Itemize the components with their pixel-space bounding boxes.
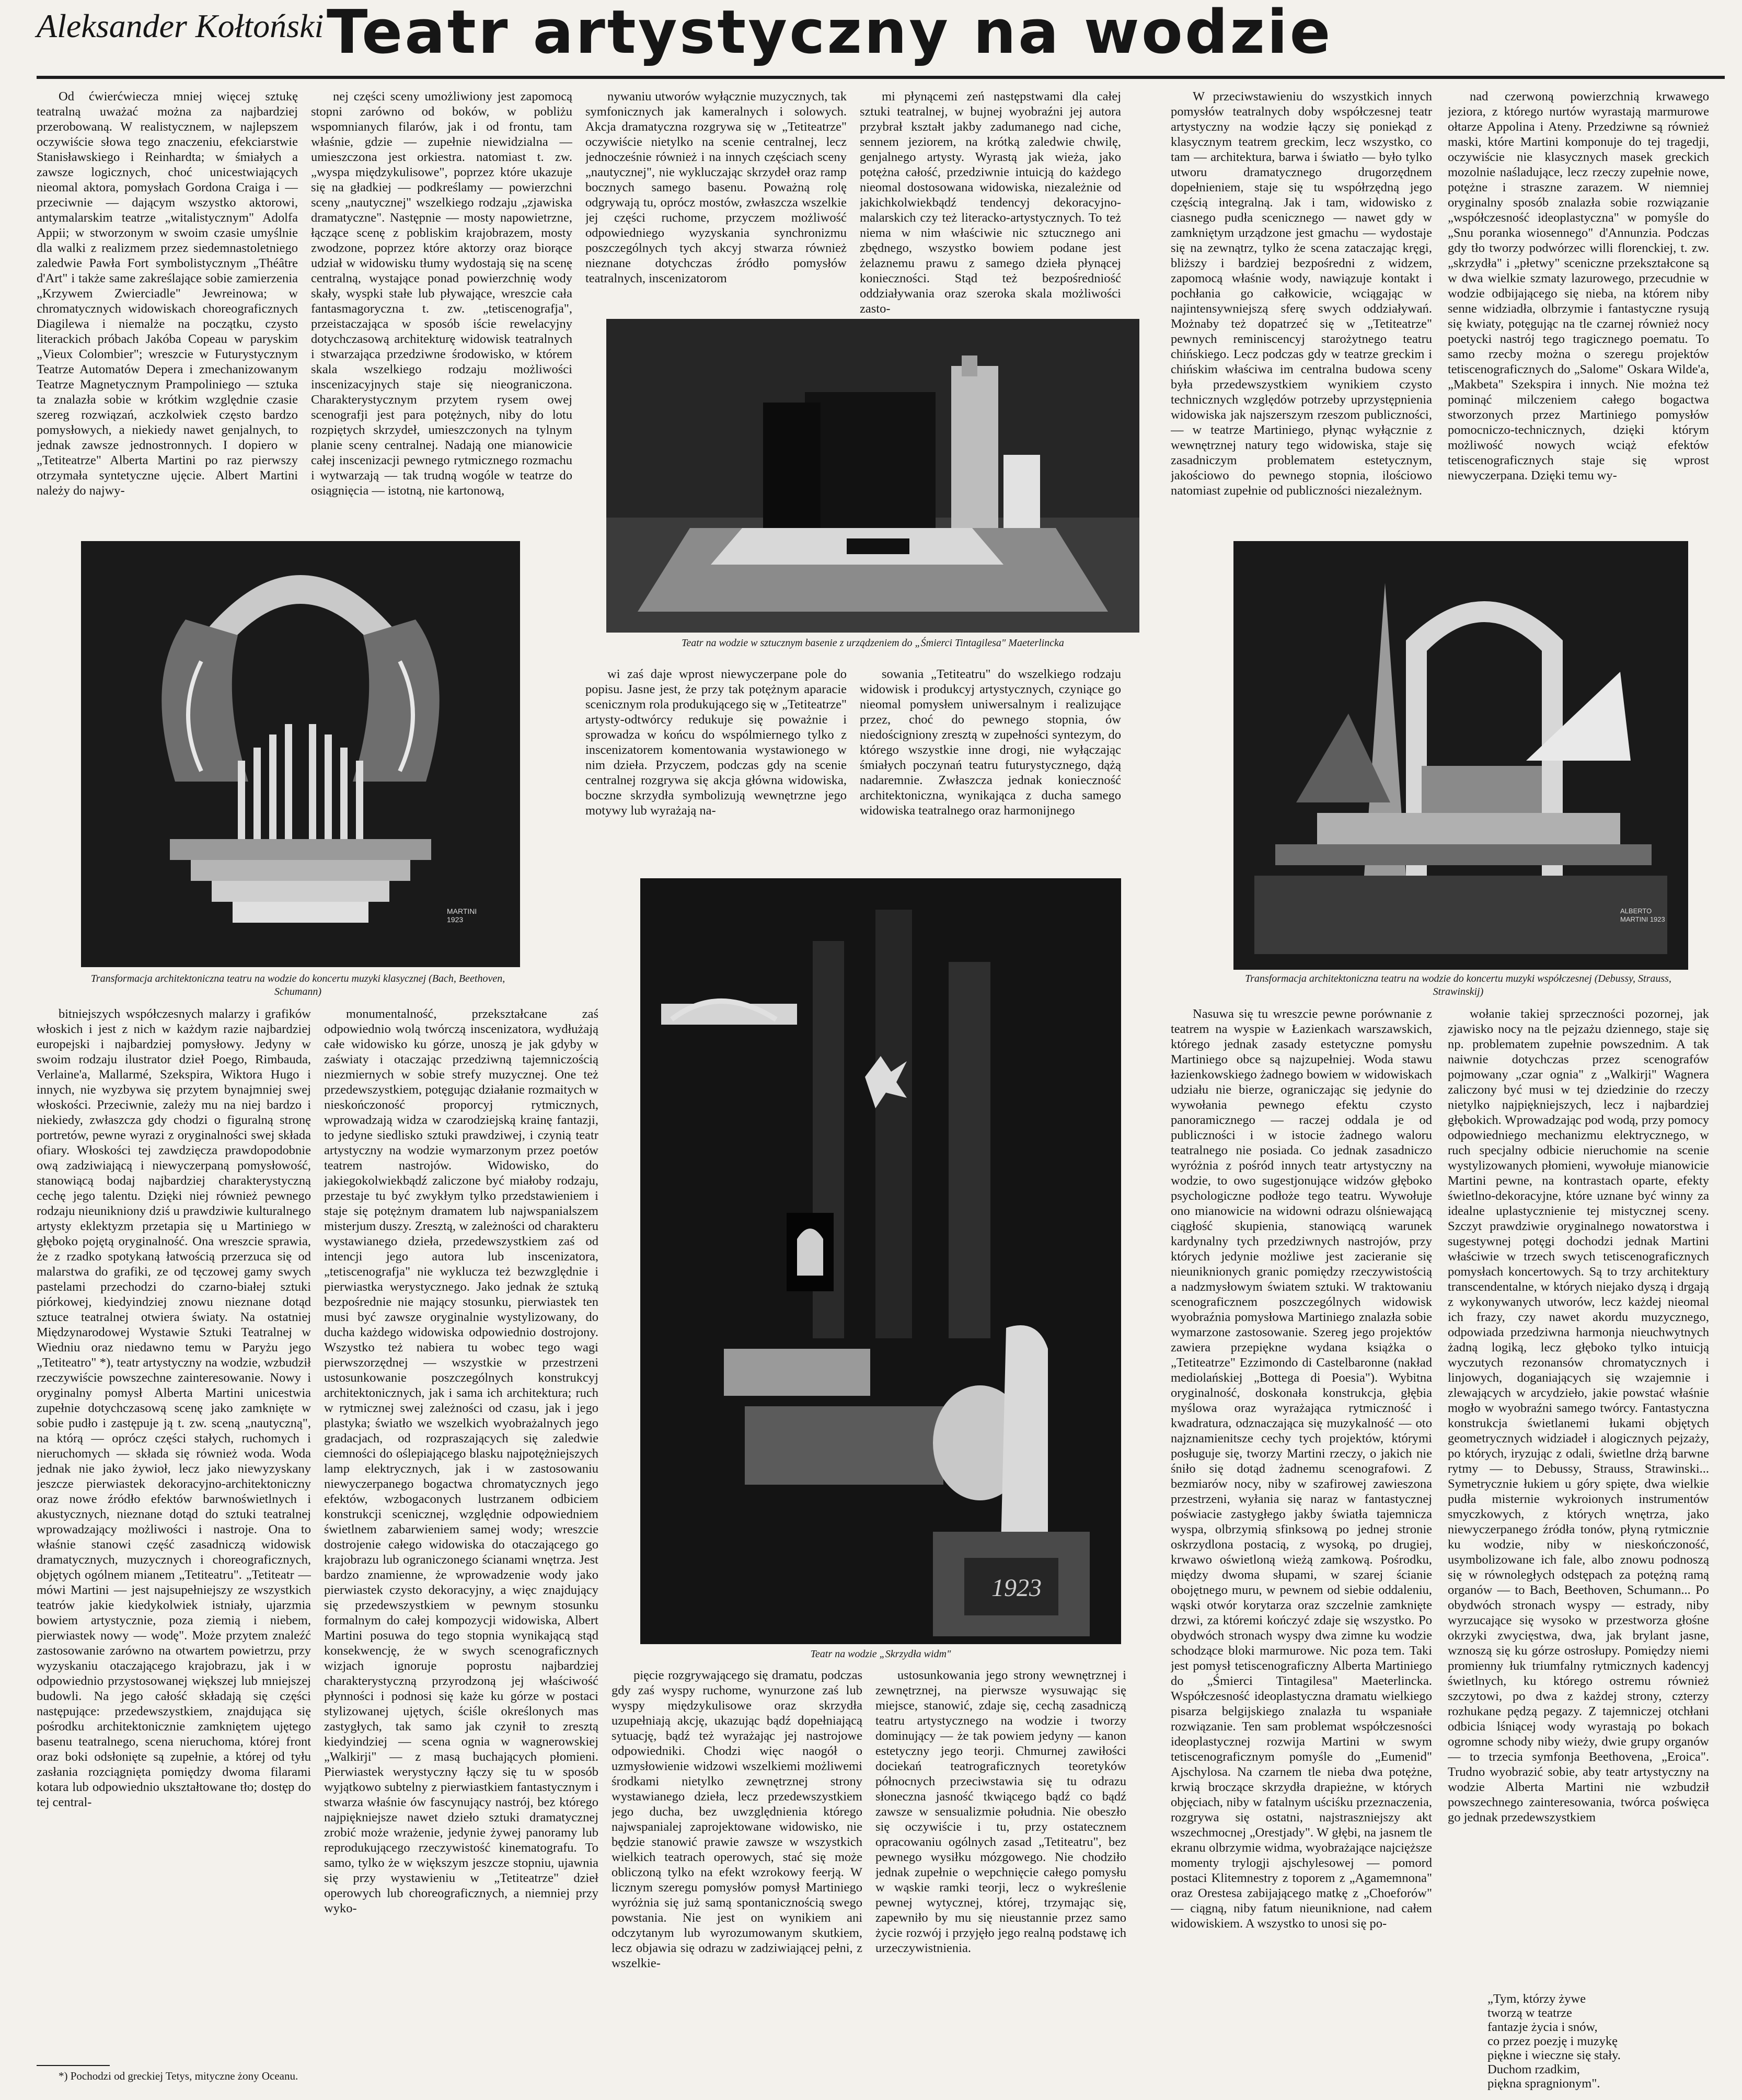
text-column-bottom-3: pięcie rozgrywającego się dramatu, podczas gdy zaś wyspy ruchome, wynurzone zaś lub wyspy międzykulisowe oraz skrzydła uzupełniają akcję, ukazując bądź dopełniającą sytuację, bądź też wyrażając jej nastrojowe odpowiedniki. Chodzi więc naogół o uzmysłowienie widzowi wszelkiemi możliwemi środkami nietylko zewnętrznej strony wystawianego dzieła, lecz przedewszystkiem jego ducha, bez uwzględnienia którego najwspanialej zaprojektowane widowisko, nie będzie stanowić prawie zawsze w wszystkich wielkich teatrach operowych, stać się może obliczoną tylko na efekt wzrokowy feerją. W licznym szeregu pomysłów pomysł Martiniego wyróżnia się już samą spontanicznością swego powstania. Nie jest on wynikiem ani odczytanym lub wyrozumowanym skutkiem, lecz objawia się odrazu w zadziwiającej pełni, z wszelkie- <box>612 1668 862 1970</box>
footnote: *) Pochodzi od greckiej Tetys, mityczne żony Oceanu. <box>59 2070 298 2082</box>
right-artwork-monogram: ALBERTO MARTINI 1923 <box>1620 907 1665 923</box>
text-column-3: nywaniu utworów wyłącznie muzycznych, tak symfonicznych jak kameralnych i solowych. Akcja dramatyczna rozgrywa się w „Tetiteatrze" oczywiście nietylko na scenie centralnej, lecz jednocześnie również i na innych częściach sceny „nautycznej", nie wykluczając skrzydeł oraz ramp bocznych samego basenu. Poważną rolę odgrywają tu, oprócz mostów, zwłaszcza wszelkie jej części ruchome, przyczem możliwość odpowiedniego wyzyskania synchronizmu poszczególnych tych akcyj stwarza również nieznane dotychczas źródło pomysłów teatralnych, inscenizatorom <box>585 89 847 285</box>
illustration-classical-concert <box>81 541 520 967</box>
illustration-tintagiles-stage <box>606 319 1139 633</box>
footnote-rule <box>37 2065 110 2066</box>
text-column-bottom-2: monumentalność, przekształcane zaś odpowiednio wolą twórczą inscenizatora, wydłużają całe widowisko ku górze, unoszą je jak gdyby w zaświaty i otaczając przedziwną tajemniczością niezmiernych w sobie strefy muzycznej. One też przedewszystkiem, potęgując działanie rozmaitych w nieskończoność proporcyj rytmicznych, wprowadzają widza w czarodziejską krainę fantazji, to jedyne siedlisko sztuki prawdziwej, i czynią teatr artystyczny na wodzie wymarzonym przez poetów teatrem nastrojów. Widowisko, do jakiegokolwiekbądź zaliczone być miałoby rodzaju, przestaje tu być zwykłym tylko przedstawieniem i staje się potężnym dramatem lub najwspanialszem misterjum duszy. Zresztą, w zależności od charakteru wystawianego dzieła, przedewszystkiem zaś od intencji jego autora lub inscenizatora, „tetiscenografja" nie wyklucza też bezwzględnie i pierwiastka werystycznego. Jako jednak że sztuką bezpośrednie nie mający stosunku, pierwiastek ten musi być zawsze oryginalnie wystylizowany, do ducha każdego widowiska odpowiednio dostrojony. Wszystko też nabiera tu wobec tego wagi pierwszorzędnej — wszystkie w przestrzeni ustosunkowanie poszczególnych konstrukcyj architektonicznych, jak i sama ich architektura; ruch w rytmicznej swej zależności od czasu, jak i jego plastyka; światło we wszelkich wyobrażalnych jego gradacjach, od rozpraszających się zaledwie ciemności do oślepiającego blasku najpotężniejszych lamp elektrycznych, jak i w zastosowaniu niewyczerpanego bogactwa chromatycznych jego efektów, wzbogaconych lustrzanem odbiciem konstrukcji scenicznej, względnie odpowiedniem świetlnem zabarwieniem samej wody; wreszcie dostrojenie całego widowiska do otaczającego go krajobrazu lub ograniczonego ścianami wnętrza. Jest bardzo znamienne, że wprowadzenie wody jako pierwiastek czysto dekoracyjny, a więc znajdujący się przedewszystkiem w pewnym stosunku formalnym do całej kompozycji widowiska, Albert Martini posuwa do tego stopnia wynikającą stąd konsekwencję, że w swych scenograficznych wizjach ignoruje poprostu najbardziej charakterystyczną przyrodzoną jej właściwość płynności i podnosi się każe ku górze w postaci stylizowanej ujętych, ściśle określonych mas zastygłych, tak samo jak czynił to zresztą kiedyindziej — scena ognia w wagnerowskiej „Walkirji" — z masą buchających płomieni. Pierwiastek werystyczny łączy się tu w sposób wyjątkowo subtelny z pierwiastkiem fantastycznym i stwarza właśnie ów fascynujący nastrój, bez którego najpiękniejsze nawet dzieło sztuki dramatycznej zrobić może wrażenie, jedynie żywej panoramy lub reprodukującego rzeczywistość kinematografu. To samo, tylko że w większym jeszcze stopniu, ujawnia się przy wystawieniu w „Tetiteatrze" dzieł operowych lub choreograficznych, a niemniej przy wyko- <box>324 1007 598 1915</box>
text-column-mid-2: sowania „Tetiteatru" do wszelkiego rodzaju widowisk i produkcyj artystycznych, czyniące go nieomal pomysłem uniwersalnym i realizujące przez, choć do pewnego stopnia, ów niedościgniony zresztą w zupełności syntezym, do którego wszystkie inne drogi, nie wyłączając śmiałych poczynań teatru futurystycznego, dążą nadaremnie. Zwłaszcza jednak konieczność architektoniczna, wynikająca z ducha samego widowiska teatralnego oraz harmonijnego <box>860 667 1121 818</box>
author-byline: Aleksander Kołtoński <box>37 7 324 44</box>
illustration-modern-concert <box>1233 541 1688 970</box>
text-column-6: nad czerwoną powierzchnią krwawego jeziora, z którego nurtów wyrastają marmurowe ołtarze Appolina i Ateny. Przedziwne są również maski, które Martini komponuje do tej tragedji, oczywiście nie klasycznych masek greckich mozolnie naśladujące, lecz rzeczy zupełnie nowe, potężne i straszne zarazem. W niemniej oryginalny sposób znalazła sobie rozwiązanie „współczesność ideoplastyczna" w pomyśle do „Snu poranka wiosennego" d'Annunzia. Podczas gdy tło tworzy podwórzec willi florenckiej, t. zw. „skrzydła" i „płetwy" sceniczne przekształcone są w dwa wielkie szmaty lazurowego, przecudnie w wodzie odbijającego się nieba, na którem niby senne widziadła, olbrzymie i fantastyczne rysują się kwiaty, potęgując na tle czarnej również nocy poetycki nastrój tego tragicznego poematu. To samo rzecby można o szeregu projektów tetiscenograficznych do „Salome" Oskara Wilde'a, „Makbeta" Szekspira i innych. Nie można też pominąć milczeniem całego bogactwa stworzonych przez Martiniego pomysłów pomocniczo-technicznych, dzięki którym możliwość nowych wciąż efektów tetiscenograficznych staje się wprost niewyczerpana. Dzięki temu wy- <box>1448 89 1709 483</box>
dedication-poem: „Tym, którzy żywe tworzą w teatrze fantazje życia i snów, co przez poezję i muzykę piękne i wieczne się stały. Duchom rzadkim, piękna spragnionym". <box>1487 1992 1621 2091</box>
left-artwork-monogram: MARTINI 1923 <box>447 907 477 924</box>
text-column-bottom-6: wołanie takiej sprzeczności pozornej, jak zjawisko nocy na tle pejzażu dziennego, staje się np. problematem zupełnie powszednim. A tak naiwnie dotychczas przez scenografów pojmowany „czar ognia" z „Walkirji" Wagnera zaliczony być musi w tej dziedzinie do rzeczy nietylko najpiękniejszych, lecz i najbardziej głębokich. Wprowadzając pod wodą, przy pomocy odpowiedniego mechanizmu elektrycznego, w ruch specjalny odbicie nieruchomie na scenie wystylizowanych płomieni, wywołuje mianowicie Martini pewne, na kontrastach oparte, efekty świetlno-dekoracyjne, które uznane być winny za idealne uplastycznienie tej mistycznej sceny. Szczyt prawdziwie oryginalnego nowatorstwa i sugestywnej potęgi dochodzi jednak Martini właściwie w trzech swych tetiscenograficznych pomysłach koncertowych. Są to trzy architektury transcendentalne, w których niejako dyszą i drgają z wykonywanych utworów, lecz każdej nieomal ich frazy, czy nawet akordu muzycznego, odpowiada przedziwna harmonja nieuchwytnych żadną logiką, lecz głęboko tylko intuicją wyczutych rezonansów chromatycznych i linjowych, doganiających się wzajemnie i zlewających w arcydzieło, jakie powstać właśnie mogło w wyobraźni samego twórcy. Fantastyczna konstrukcja świetlanemi łukami objętych geometrycznych widziadeł i alogicznych pejzaży, po których, iryzując z odali, świetlne drżą barwne rytmy — to Debussy, Strauss, Strawinski... Symetrycznie łukiem u góry spięte, dwa wielkie pudła misternie wykroionych instrumentów smyczkowych, z których wnętrza, jako niewyczerpanego źródła tonów, płyną rytmicznie ku wodzie, niby w nieskończoność, usymbolizowane ich fale, albo znowu podnoszą się w równoległych odstępach za potężną ramą organów — to Bach, Beethoven, Schumann... Po obydwóch stronach wyspy — estrady, niby wyrzucające się wysoko w przestworza głośne okrzyki zwycięstwa, dwa, jak brylant jasne, wznoszą się ku górze ostrosłupy. Pomiędzy niemi promienny łuk triumfalny rytmicznych kadencyj świetlnych, ku którego ostremu również szczytowi, po dwa z każdej strony, czterzy rozhukane pędzą pegazy. Z tajemniczej otchłani odbicia lśniącej wody wyrastają po bokach ogromne schody niby wieży, dwie grupy organów — to trzecia symfonja Beethovena, „Eroica". Trudno wyobrazić sobie, aby teatr artystyczny na wodzie Alberta Martini nie wzbudził powszechnego zainteresowania, twórca poświęca go jednak przedewszystkiem <box>1448 1007 1709 1824</box>
caption-center: Teatr na wodzie „Skrzydła widm" <box>810 1648 951 1660</box>
text-column-5: W przeciwstawieniu do wszystkich innych pomysłów teatralnych doby współczesnej teatr artystyczny na wodzie łączy się poniekąd z klasycznym teatrem greckim, lecz wszystko, co tam — architektura, barwa i światło — było tylko utworu dramatycznego drugorzędnem dopełnieniem, staje się tu współrzędną jego częścią integralną. Jak i tam, widowisko z ciasnego pudła scenicznego — nawet gdy w zamkniętym urządzone jest gmachu — wydostaje się na zewnątrz, tylko że scena zataczając kręgi, bliższy i bardziej bezpośredni z widzem, zapomocą właśnie wody, nawiązuje kontakt i pochłania go całkowicie, wciągając w najintensywniejszą sferę swych oddziaływań. Możnaby też dopatrzeć się w „Tetiteatrze" pewnych reminiscencyj starożytnego teatru chińskiego. Lecz podczas gdy w teatrze greckim i chińskim właściwa im centralna budowa sceny była przedewszystkiem wynikiem czysto technicznych względów potrzeby uprzystępnienia widowiska jak najszerszym rzeszom publiczności, — w teatrze Martiniego, płynąc wyłącznie z wewnętrznej natury tego widowiska, staje się zasadniczym problematem estetycznym, jakościowo do pewnego stopnia, ilościowo natomiast zupełnie od publiczności niezależnym. <box>1171 89 1432 498</box>
text-column-mid-1: wi zaś daje wprost niewyczerpane pole do popisu. Jasne jest, że przy tak potężnym aparacie scenicznym rola produkującego się w „Tetiteatrze" artysty-odtwórcy redukuje się poważnie i sprowadza w końcu do wspólmiernego tylko z inscenizatorem komentowania wystawionego w nim dzieła. Przyczem, podczas gdy na scenie centralnej rozgrywa się akcja główna widowiska, boczne skrzydła symbolizują wewnętrzne jego motywy lub wyrażają na- <box>585 667 847 818</box>
illustration-wings-of-phantoms <box>640 878 1121 1644</box>
text-column-2: nej części sceny umożliwiony jest zapomocą stopni zarówno od boków, w pobliżu wspomnianych filarów, jak i od frontu, tam właśnie, gdzie — zupełnie niewidzialna — umieszczona jest orkiestra. natomiast t. zw. „wyspa międzykulisowe", poprzez które ukazuje się na gładkiej — podkreślamy — powierzchni sceny „nautycznej" wszelkiego rodzaju „zjawiska dramatyczne". Następnie — mosty napowietrzne, łączące scenę z pobliskim krajobrazem, mosty zwodzone, poprzez które aktorzy oraz biorące udział w widowisku tłumy wydostają się na scenę centralną, wystające ponad powierzchnię wody skały, wyspki stałe lub pływające, wreszcie cała fantasmagoryczna t. zw. „tetiscenografja", przeistaczająca w sposób iście rewelacyjny dotychczasową architekturę widowisk teatralnych i stwarzająca przedziwne środowisko, w którem skala wszelkiego rodzaju możliwości inscenizacyjnych staje się nieograniczona. Charakterystycznym przytem rysem owej scenografji jest para potężnych, niby do lotu rozpiętych skrzydeł, umieszczonych na tylnym planie sceny centralnej. Nadają one mianowicie całej inscenizacji pewnego rytmicznego rozmachu i wytwarzają — tak trudną wogóle w teatrze do osiągnięcia — istotną, nie kartonową, <box>311 89 572 498</box>
text-column-bottom-5: Nasuwa się tu wreszcie pewne porównanie z teatrem na wyspie w Łazienkach warszawskich, którego jednak zasady estetyczne pomysłu Martiniego obce są najzupełniej. Woda stawu łazienkowskiego żadnego bowiem w widowiskach udziału nie bierze, ograniczając się jedynie do wywołania pewnego efektu czysto panoramicznego — raczej oddala je od publiczności i w istocie żadnego waloru teatralnego nie posiada. Co jednak zasadniczo wyróżnia z pośród innych teatr artystyczny na wodzie, to owo sugestjonujące widzów głęboko psychologiczne podłoże tego teatru. Wywołuje ono mianowicie na widowni odrazu olśniewającą ciągłość skupienia, stanowiącą warunek kardynalny tych przedziwnych nastrojów, przy których jedynie możliwe jest zacieranie się nieuniknionych granic pomiędzy rzeczywistością a nadzmysłowym światem sztuki. W traktowaniu scenograficznem poszczególnych widowisk wyobraźnia pomysłowa Martiniego znalazła sobie wymarzone zastosowanie. Szereg jego projektów zawiera przepiękne wydana książka o „Tetiteatrze" Ezzimondo di Castelbaronne (nakład mediolańskiej „Bottega di Poesia"). Wybitna oryginalność, doskonała konstrukcja, głębia myślowa oraz wyrażająca rytmiczność i kwadratura, odznaczająca się muzykalność — oto najznamienitsze cechy tych projektów, którymi posługuje się, tworzy Martini rzeczy, o jakich nie śniło się dotąd żadnemu scenografowi. Z bezmiarów nocy, niby w szafirowej zawieszona przestrzeni, wyłania się naraz w fantastycznej poświacie zastygłego jakby światła tajemnicza wyspa, olbrzymią sfinksową po jednej stronie oskrzydlona postacią, z wysoką, po drugiej, krwawo oświetloną wieżą zamkową. Pośrodku, między dwoma słupami, w szarej ścianie obojętnego muru, w pewnem od siebie oddaleniu, wąski otwór korytarza oraz szczelnie zamknięte drzwi, za któremi kończyć zdaje się wszystko. Po obydwóch stronach wyspy dwa zimne ku wodzie schodzące bloki marmurowe. Nic poza tem. Taki jest pomysł tetiscenograficzny Alberta Martiniego do „Śmierci Tintagilesa" Maeterlincka. Współczesność ideoplastyczna dramatu wielkiego pisarza belgijskiego znalazła tu wspaniałe rozwiązanie. Ten sam problemat współczesności ideoplastycznej rozwija Martini w swym tetiscenograficznym pomyśle do „Eumenid" Ajschylosa. Na czarnem tle nieba dwa potężne, krwią broczące skrzydła drapieżne, w których objęciach, niby w fatalnym uściśku przeznaczenia, rozgrywa się ostatni, najstraszniejszy akt wszechmocnej „Orestjady". W głębi, na jasnem tle ekranu olbrzymie widma, wyobrażające najcięższe momenty trylogji ajschylesowej — pomord postaci Klitemnestry z toporem z „Agamemnona" oraz Orestesa zabijającego matkę z „Choeforów" — ciągną, niby fatum nieuniknione, nad całem widowiskiem. A wszystko to unosi się po- <box>1171 1007 1432 1931</box>
text-column-4: mi płynącemi zeń następstwami dla całej sztuki teatralnej, w bujnej wyobraźni jej autora przybrał kształt jakby zadumanego nad ciche, sennem jeziorem, na krótką zaledwie chwilę, genjalnego artysty. Wyrastą jak wieża, jako potężna całość, przedziwnie intuicją do każdego nieomal dostosowana widowiska, niezależnie od jakichkolwiekbądź tendencyj dekoracyjno-malarskich czy też literacko-artystycznych. To też niema w nim właściwie nic sztucznego ani zbędnego, wszystko bowiem podane jest żelaznemu prawu z samego dzieła płynącej konieczności. Stąd też bezpośredniość oddziaływania oraz szeroka skala możliwości zasto- <box>860 89 1121 316</box>
center-artwork-date: 1923 <box>991 1574 1042 1602</box>
caption-right: Transformacja architektoniczna teatru na wodzie do koncertu muzyki współczesnej (Debussy, Strauss, Strawinskij) <box>1245 973 1671 997</box>
caption-left: Transformacja architektoniczna teatru na wodzie do koncertu muzyki klasycznej (Bach, Beethoven, Schumann) <box>90 973 505 997</box>
text-column-bottom-1: bitniejszych współczesnych malarzy i grafików włoskich i jest z nich w każdym razie najbardziej europejski i najbardziej pomysłowy. Jedyny w swoim rodzaju ilustrator dzieł Poego, Rimbauda, Verlaine'a, Mallarmé, Szekspira, Wiktora Hugo i innych, nie wyzbywa się przytem bynajmniej swej włoskości. Przeciwnie, zależy mu na niej bardzo i niekiedy, zwłaszcza gdy chodzi o figuralną stronę portretów, pewne wyrazi z oryginalności swej składa ofiary. Włoskości tej zawdzięcza prawdopodobnie ową zadziwiającą i niewyczerpaną pomysłowość, stanowiącą bodaj najbardziej charakterystyczną cechę jego talentu. Dzięki niej również pewnego rodzaju nieunikniony dziś u prawdziwie kulturalnego artysty eklektyzm przetapia się u Martiniego w głęboko pojętą oryginalność. Ona wreszcie sprawia, że z rzadko spotykaną łatwością przerzuca się od malarstwa do grafiki, ze od tęczowej gamy swych pastelami przechodzi do czarno-białej sztuki piórkowej, kiedyindziej znowu nieznane dotąd sztuce teatralnej otwiera światy. Na ostatniej Międzynarodowej Wystawie Sztuki Teatralnej w Wiedniu oraz niedawno temu w Paryżu jego „Tetiteatro" *), teatr artystyczny na wodzie, wzbudził rzeczywiście powszechne zainteresowanie. Nowy i oryginalny pomysł Alberta Martini unicestwia zupełnie dotychczasową scenę jako zamknięte w sobie pudło i zastępuje ją t. zw. sceną „nautyczną", na którą — oprócz części stałych, ruchomych i nieruchomych — składa się również woda. Woda jednak nie jako żywioł, lecz jako niewyzyskany jeszcze pierwiastek dekoracyjno-architektoniczny oraz nowe źródło efektów barwnoświetlnych i akustycznych, nieznane dotąd do sztuki teatralnej wprowadzający możliwości i nastroje. Ona to właśnie stanowi część zasadniczą widowisk dramatycznych, muzycznych i choreograficznych, objętych ogólnem mianem „Tetiteatru". „Tetiteatr — mówi Martini — jest najsupełniejszy ze wszystkich teatrów jakie kiedykolwiek istniały, ujarzmia bowiem artystycznie, poza ziemią i niebem, pierwiastek nowy — wodę". Może przytem znaleźć zastosowanie zarówno na otwartem powietrzu, przy wyzyskaniu otaczającego krajobrazu, jak i w odpowiednio przystosowanej większej lub mniejszej budowli. Na jego całość składają się części następujące: przedewszystkiem, znajdująca się pośrodku architektonicznie zamkniętem ujętego basenu teatralnego, scena nieruchoma, której front oraz boki odsłonięte są zupełnie, a której od tyłu zasłania rozciągnięta pomiędzy dwoma filarami kotara lub odpowiednio ukształtowane tło; dostęp do tej central- <box>37 1007 311 1809</box>
article-title: Teatr artystyczny na wodzie <box>327 0 1333 67</box>
text-column-1: Od ćwierćwiecza mniej więcej sztukę teatralną uważać można za najbardziej przerobowaną. W realistycznem, w najlepszem oczywiście słowa tego znaczeniu, efekciarstwie Stanisławskiego i Reinhardta; w śmiałych a zawsze logicznych, choć unicestwiających nieomal aktora, pomysłach Gordona Craiga i — przeciwnie — dającym wszystko aktorowi, antymalarskim teatrze „witalistycznym" Adolfa Appii; w stworzonym w swoim czasie umyślnie dla walki z realizmem przez siedemnastoletniego zaledwie Pawła Fort symbolistycznym „Théâtre d'Art" i także same zakreślające sobie zamierzenia „Krzywem Zwierciadle" Jewreinowa; w chromatycznych widowiskach choreograficznych Diagilewa i niemalże na początku, czysto literackich próbach Jakóba Copeau w paryskim „Vieux Colombier"; wreszcie w Futurystycznym Teatrze Automatów Depera i zmechanizowanym Teatrze Magnetycznym Prampoliniego — sztuka ta znalazła sobie w krótkim względnie czasie szereg rozwiązań, aczkolwiek często bardzo pomysłowych, a niekiedy nawet genjalnych, to jednak zawsze jednostronnych. I dopiero w „Tetiteatrze" Alberta Martini po raz pierwszy otrzymała syntetyczne ujęcie. Albert Martini należy do najwy- <box>37 89 298 498</box>
text-column-bottom-4: ustosunkowania jego strony wewnętrznej i zewnętrznej, na pierwsze wysuwając się miejsce, stanowić, zdaje się, cechą zasadniczą teatru artystycznego na wodzie i tworzy dominujący — że tak powiem jedyny — kanon estetyczny jego teorji. Chmurnej zawiłości dociekań teatrograficznych teoretyków północnych przeciwstawia się tu odrazu słoneczna jasność tkwiącego bądź co bądź zawsze w sensualizmie południa. Nie obeszło się oczywiście i tu, przy ostatecznem opracowaniu ogólnych zasad „Tetiteatru", bez pewnego wysiłku mózgowego. Nie chodziło jednak zupełnie o wepchnięcie całego pomysłu w wąskie ramki teorji, lecz o wykreślenie pewnej wytycznej, której, trzymając się, zapewniło by mu się nieustannie przez samo życie rozwój i przyjęło jego realną podstawę ich urzeczywistnienia. <box>875 1668 1126 1955</box>
caption-top-center: Teatr na wodzie w sztucznym basenie z urządzeniem do „Śmierci Tintagilesa" Maeterlincka <box>682 637 1064 649</box>
